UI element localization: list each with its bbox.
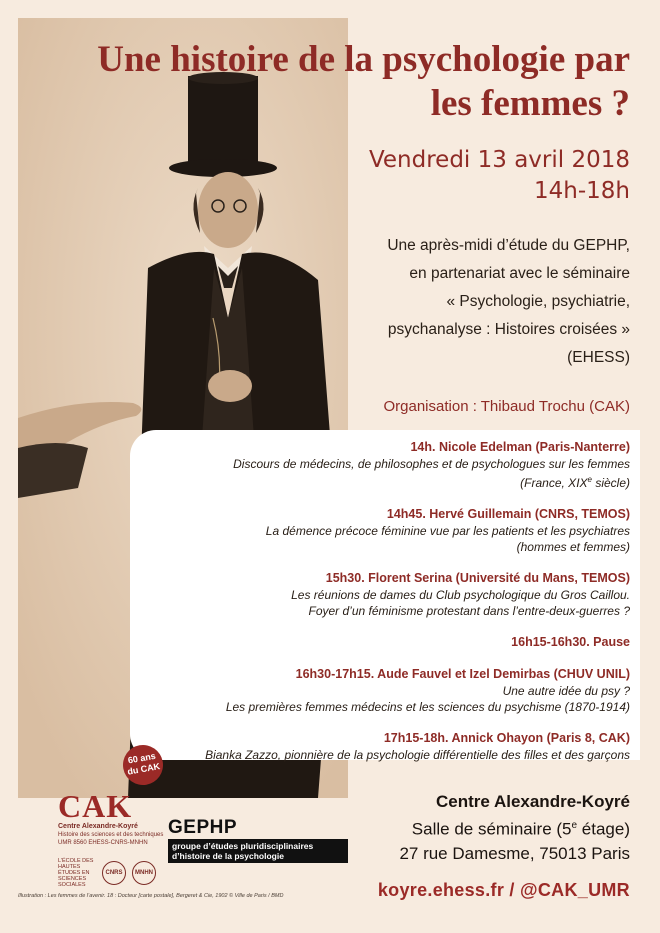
mnhn-logo-icon: MNHN [132, 861, 156, 885]
venue-room-part: étage) [577, 819, 630, 839]
gephp-title: GEPHP [168, 817, 238, 838]
ehess-logo: L’ÉCOLE DES HAUTES ÉTUDES EN SCIENCES SOCIALES [58, 858, 94, 888]
talk-heading: 14h. Nicole Edelman (Paris-Nanterre) [410, 440, 630, 454]
website-link[interactable]: koyre.ehess.fr / @CAK_UMR [377, 880, 630, 900]
venue-name: Centre Alexandre-Koyré [436, 792, 630, 811]
cak-logo-name: Centre Alexandre-Koyré [58, 823, 138, 830]
gephp-logo [168, 818, 348, 863]
program-item [170, 665, 630, 715]
talk-title-part: siècle) [591, 476, 630, 490]
description-line: Une après-midi d’étude du GEPHP, [387, 237, 630, 254]
description-line: « Psychologie, psychiatrie, [446, 293, 630, 310]
venue-room [399, 814, 630, 842]
program-item [170, 505, 630, 555]
event-time: 14h-18h [534, 178, 630, 204]
talk-heading: 16h30-17h15. Aude Fauvel et Izel Demirbas (CHUV UNIL) [295, 667, 630, 681]
title-line-2: les femmes ? [430, 83, 630, 124]
program-item [170, 729, 630, 763]
talk-title-line: Foyer d’un féminisme protestant dans l’entre-deux-guerres ? [308, 604, 630, 618]
cak-logo-subtitle: Histoire des sciences et des techniques [58, 832, 164, 838]
program-item [170, 569, 630, 619]
talk-title-part: (France, XIX [520, 476, 588, 490]
talk-heading: 15h30. Florent Serina (Université du Mans, TEMOS) [325, 571, 630, 585]
description-line: (EHESS) [567, 349, 630, 366]
talk-title-line: Les premières femmes médecins et les sciences du psychisme (1870-1914) [225, 700, 630, 714]
talk-title-superscript: e [587, 475, 592, 484]
program-item [170, 438, 630, 491]
gephp-subtitle-box [168, 839, 348, 863]
title-line-1: Une histoire de la psychologie par [97, 39, 630, 80]
description-line: psychanalyse : Histoires croisées » [387, 321, 630, 338]
venue-address: 27 rue Damesme, 75013 Paris [399, 843, 630, 863]
illustration-credit: Illustration : Les femmes de l’avenir. 18 : Docteur [carte postale], Bergeret & Cie, 1902 © Ville de Paris / BMD [18, 893, 284, 899]
talk-heading: 17h15-18h. Annick Ohayon (Paris 8, CAK) [383, 731, 630, 745]
cak-logo-umr: UMR 8560 EHESS-CNRS-MNHN [58, 840, 148, 846]
talk-title-line: (hommes et femmes) [516, 540, 630, 554]
partner-logos [58, 858, 156, 888]
cak-logo-letters: CAK [58, 788, 133, 824]
talk-title-line: Les réunions de dames du Club psychologique du Gros Caillou. [291, 588, 630, 602]
talk-title-line [170, 472, 630, 491]
program-list [170, 438, 630, 777]
talk-title-line: Discours de médecins, de philosophes et de psychologues sur les femmes [233, 457, 630, 471]
talk-heading: 16h15-16h30. Pause [511, 635, 630, 649]
talk-title-line: Une autre idée du psy ? [502, 684, 630, 698]
venue-info [399, 790, 630, 866]
cnrs-logo-icon: CNRS [102, 861, 126, 885]
gephp-subtitle-line: groupe d’études pluridisciplinaires [172, 841, 314, 851]
talk-title-line: Bianka Zazzo, pionnière de la psychologie différentielle des filles et des garçons [205, 748, 630, 762]
talk-heading: 14h45. Hervé Guillemain (CNRS, TEMOS) [386, 507, 630, 521]
poster-title [30, 38, 630, 126]
badge-line: du CAK [126, 761, 161, 777]
venue-room-superscript: e [571, 820, 578, 831]
badge-line: 60 ans [127, 750, 157, 766]
program-item [170, 633, 630, 651]
description-line: en partenariat avec le séminaire [409, 265, 630, 282]
event-date: Vendredi 13 avril 2018 [368, 147, 630, 173]
venue-room-part: Salle de séminaire (5 [411, 819, 572, 839]
event-description [300, 232, 630, 372]
cak-logo [58, 790, 178, 847]
talk-title-line: La démence précoce féminine vue par les patients et les psychiatres [265, 524, 630, 538]
organisation-credit: Organisation : Thibaud Trochu (CAK) [383, 398, 630, 415]
gephp-subtitle-line: d’histoire de la psychologie [172, 851, 284, 861]
